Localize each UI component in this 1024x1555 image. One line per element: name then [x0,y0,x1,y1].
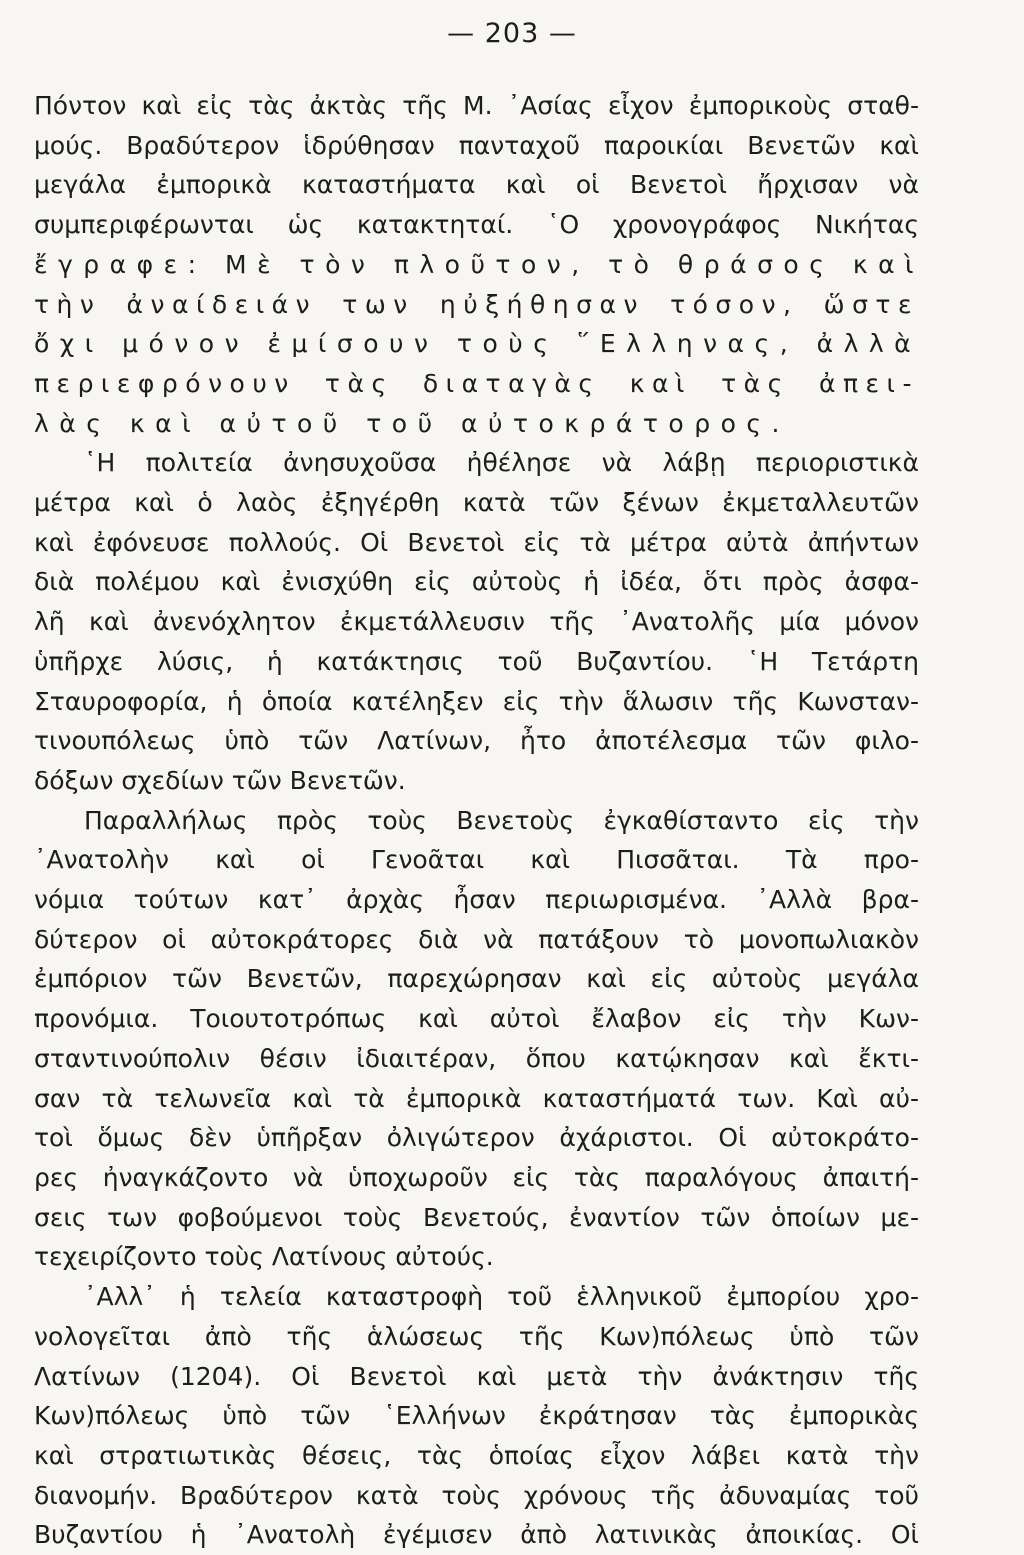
text-line: Κων)πόλεως ὑπὸ τῶν ῾Ελλήνων ἐκράτησαν τὰς ἐμπορικὰς [34,1401,919,1431]
text-line: ᾽Αλλ᾽ ἡ τελεία καταστροφὴ τοῦ ἑλληνικοῦ ἐμπορίου χρο- [84,1282,919,1312]
text-line: τεχειρίζοντο τοὺς Λατίνους αὐτούς. [34,1242,494,1272]
text-line: σεις των φοβούμενοι τοὺς Βενετούς, ἐναντίον τῶν ὁποίων με- [34,1202,919,1232]
text-line: νολογεῖται ἀπὸ τῆς ἁλώσεως τῆς Κων)πόλεως ὑπὸ τῶν [34,1321,919,1351]
text-line: ἐμπόριον τῶν Βενετῶν, παρεχώρησαν καὶ εἰς αὐτοὺς μεγάλα [34,964,919,994]
text-line: συμπεριφέρωνται ὡς κατακτηταί. ῾Ο χρονογράφος Νικήτας [34,210,919,240]
text-line: περιεφρόνουν τὰς διαταγὰς καὶ τὰς ἀπει- [34,368,919,398]
text-line: ῾Η πολιτεία ἀνησυχοῦσα ἠθέλησε νὰ λάβῃ περιοριστικὰ [84,448,919,478]
text-line: Παραλλήλως πρὸς τοὺς Βενετοὺς ἐγκαθίσταντο εἰς τὴν [84,805,919,835]
text-line: μούς. Βραδύτερον ἱδρύθησαν πανταχοῦ παροικίαι Βενετῶν καὶ [34,130,919,160]
text-line: τινουπόλεως ὑπὸ τῶν Λατίνων, ἦτο ἀποτέλεσμα τῶν φιλο- [34,726,919,756]
text-line: λῆ καὶ ἀνενόχλητον ἐκμετάλλευσιν τῆς ᾽Ανατολῆς μία μόνον [34,607,919,637]
text-line: νόμια τούτων κατ᾽ ἀρχὰς ἦσαν περιωρισμένα. ᾽Αλλὰ βρα- [34,885,919,915]
text-line: διανομήν. Βραδύτερον κατὰ τοὺς χρόνους τῆς ἀδυναμίας τοῦ [34,1480,919,1510]
text-line: μεγάλα ἐμπορικὰ καταστήματα καὶ οἱ Βενετοὶ ἤρχισαν νὰ [34,170,919,200]
page-number: — 203 — [447,18,577,49]
text-line: ᾽Ανατολὴν καὶ οἱ Γενοᾶται καὶ Πισσᾶται. Τὰ προ- [34,845,919,875]
text-line: μέτρα καὶ ὁ λαὸς ἐξηγέρθη κατὰ τῶν ξένων ἐκμεταλλευτῶν [34,488,919,518]
text-line: καὶ στρατιωτικὰς θέσεις, τὰς ὁποίας εἶχον λάβει κατὰ τὴν [34,1440,919,1470]
text-line: δύτερον οἱ αὐτοκράτορες διὰ νὰ πατάξουν τὸ μονοπωλιακὸν [34,924,919,954]
text-line: διὰ πολέμου καὶ ἐνισχύθη εἰς αὐτοὺς ἡ ἰδέα, ὅτι πρὸς ἀσφα- [34,567,919,597]
text-line: Σταυροφορία, ἡ ὁποία κατέληξεν εἰς τὴν ἅλωσιν τῆς Κωνσταν- [34,686,919,716]
text-line: ὑπῆρχε λύσις, ἡ κατάκτησις τοῦ Βυζαντίου. ῾Η Τετάρτη [34,646,919,676]
text-line: σαν τὰ τελωνεῖα καὶ τὰ ἐμπορικὰ καταστήματά των. Καὶ αὐ- [34,1083,919,1113]
text-line: δόξων σχεδίων τῶν Βενετῶν. [34,765,406,795]
text-line: ἔγραφε: Μὲ τὸν πλοῦτον, τὸ θράσος καὶ [34,249,925,279]
text-line: ρες ἠναγκάζοντο νὰ ὑποχωροῦν εἰς τὰς παραλόγους ἀπαιτή- [34,1162,919,1192]
text-line: Λατίνων (1204). Οἱ Βενετοὶ καὶ μετὰ τὴν ἀνάκτησιν τῆς [34,1361,919,1391]
text-line: καὶ ἐφόνευσε πολλούς. Οἱ Βενετοὶ εἰς τὰ μέτρα αὐτὰ ἀπήντων [34,527,919,557]
text-line: προνόμια. Τοιουτοτρόπως καὶ αὐτοὶ ἔλαβον εἰς τὴν Κων- [34,1004,919,1034]
text-line: σταντινούπολιν θέσιν ἰδιαιτέραν, ὅπου κατῴκησαν καὶ ἔκτι- [34,1043,919,1073]
text-line: τοὶ ὅμως δὲν ὑπῆρξαν ὀλιγώτερον ἀχάριστοι. Οἱ αὐτοκράτο- [34,1123,919,1153]
text-line: λὰς καὶ αὐτοῦ τοῦ αὐτοκράτορος. [34,408,790,438]
body-text [34,86,925,1555]
text-line: Πόντον καὶ εἰς τὰς ἀκτὰς τῆς Μ. ᾽Ασίας εἶχον ἐμπορικοὺς σταθ- [34,91,919,120]
text-line: Βυζαντίου ἡ ᾽Ανατολὴ ἐγέμισεν ἀπὸ λατινικὰς ἀποικίας. Οἱ [34,1520,919,1550]
text-line: ὄχι μόνον ἐμίσουν τοὺς ῞Ελληνας, ἀλλὰ [34,329,922,359]
text-line: τὴν ἀναίδειάν των ηὐξήθησαν τόσον, ὥστε [34,289,919,319]
